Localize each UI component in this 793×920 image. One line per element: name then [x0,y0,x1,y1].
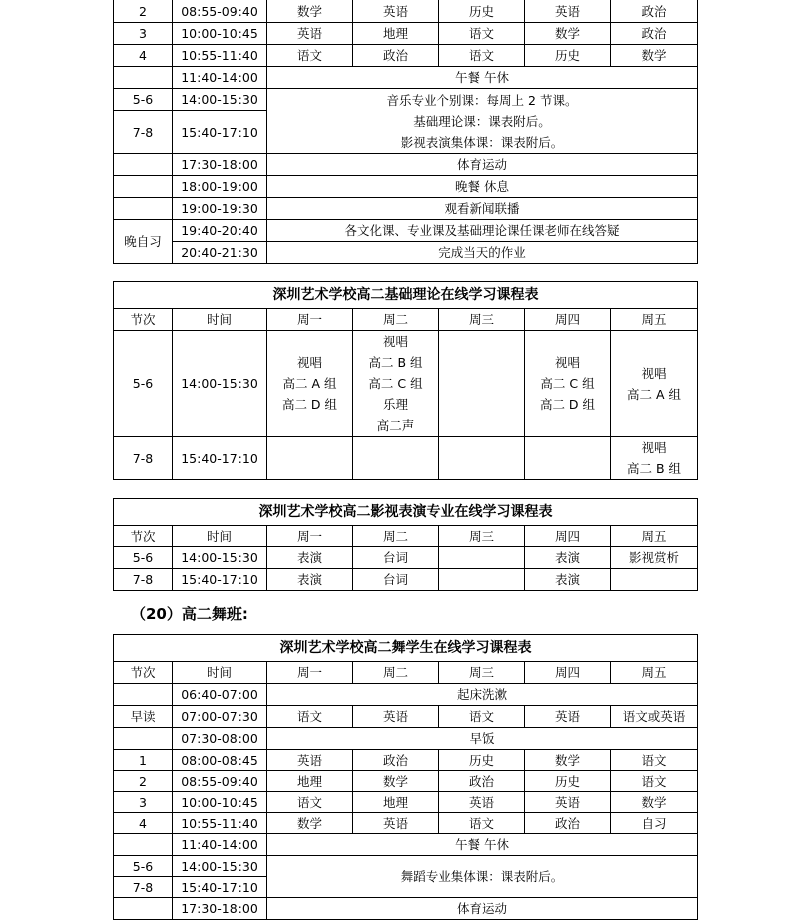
header-cell: 周五 [611,309,698,331]
course-cell: 影视赏析 [611,547,698,569]
dance-schedule-table [113,634,698,920]
header-cell: 周三 [439,662,525,684]
text-line: 高二 B 组 [626,461,682,476]
activity-cell: 早饭 [267,728,698,750]
course-cell: 语文 [439,23,525,45]
time-cell: 18:00-19:00 [173,176,267,198]
time-cell: 14:00-15:30 [173,331,267,437]
course-cell: 数学 [525,23,611,45]
time-cell: 17:30-18:00 [173,898,267,920]
period-cell: 5-6 [114,547,173,569]
acting-schedule-table [113,498,698,591]
period-cell: 7-8 [114,437,173,480]
morning-reading-row [114,706,698,728]
course-cell [267,331,353,437]
time-cell: 08:55-09:40 [173,0,267,23]
header-cell: 周四 [525,662,611,684]
period-cell [114,898,173,920]
activity-cell: 各文化课、专业课及基础理论课任课老师在线答疑 [267,220,698,242]
course-cell: 地理 [353,23,439,45]
course-cell: 英语 [267,750,353,771]
header-cell: 周三 [439,526,525,547]
course-cell [267,437,353,480]
period-cell: 3 [114,792,173,813]
header-row [114,526,698,547]
table-title: 深圳艺术学校高二影视表演专业在线学习课程表 [114,499,698,526]
time-cell: 06:40-07:00 [173,684,267,706]
course-cell: 政治 [525,813,611,834]
wake-row [114,684,698,706]
text-line: 高二 D 组 [539,397,596,412]
header-cell: 周二 [353,309,439,331]
course-cell [353,437,439,480]
course-cell: 数学 [611,792,698,813]
course-cell [611,437,698,480]
time-cell: 19:00-19:30 [173,198,267,220]
time-cell: 10:55-11:40 [173,45,267,67]
afternoon-activity-cell [267,89,698,154]
sport-row [114,154,698,176]
time-cell: 15:40-17:10 [173,111,267,154]
sport-row [114,898,698,920]
course-cell: 语文 [267,792,353,813]
activity-cell: 起床洗漱 [267,684,698,706]
course-cell: 数学 [611,45,698,67]
course-cell: 历史 [439,750,525,771]
time-cell: 15:40-17:10 [173,569,267,591]
text-line: 高二声 [376,418,415,433]
period-cell: 2 [114,771,173,792]
header-cell: 节次 [114,526,173,547]
course-cell: 历史 [525,771,611,792]
period-cell: 早读 [114,706,173,728]
period-cell: 7-8 [114,569,173,591]
header-cell: 周一 [267,662,353,684]
period-cell [114,176,173,198]
time-cell: 14:00-15:30 [173,547,267,569]
text-line: 高二 B 组 [368,355,423,370]
header-cell: 周四 [525,526,611,547]
period-cell: 2 [114,0,173,23]
period-cell [114,154,173,176]
text-line: 高二 D 组 [281,397,338,412]
evening-row [114,242,698,264]
course-cell: 英语 [439,792,525,813]
text-line: 视唱 [554,355,580,370]
time-cell: 15:40-17:10 [173,437,267,480]
period-cell: 4 [114,45,173,67]
dinner-row [114,176,698,198]
course-cell: 英语 [353,0,439,23]
time-cell: 08:55-09:40 [173,771,267,792]
table-row [114,23,698,45]
activity-cell: 完成当天的作业 [267,242,698,264]
evening-row [114,220,698,242]
course-cell: 自习 [611,813,698,834]
header-cell: 时间 [173,662,267,684]
section-heading: （20）高二舞班: [131,605,248,623]
time-cell: 10:55-11:40 [173,813,267,834]
text-line: 影视表演集体课：课表附后。 [400,134,564,150]
text-line: 乐理 [382,397,408,412]
header-cell: 周四 [525,309,611,331]
course-cell [611,331,698,437]
music-class-schedule-table [113,0,698,264]
text-line: 视唱 [641,440,667,455]
course-cell: 表演 [525,569,611,591]
course-cell [525,331,611,437]
header-row [114,309,698,331]
table-row [114,331,698,437]
course-cell: 英语 [267,23,353,45]
time-cell: 08:00-08:45 [173,750,267,771]
table-row [114,547,698,569]
time-cell: 10:00-10:45 [173,792,267,813]
table-row [114,437,698,480]
course-cell: 政治 [353,45,439,67]
period-cell: 5-6 [114,89,173,111]
table-row [114,750,698,771]
period-cell: 4 [114,813,173,834]
afternoon-row [114,89,698,111]
course-cell: 语文 [611,771,698,792]
table-row [114,792,698,813]
time-cell: 19:40-20:40 [173,220,267,242]
lunch-row [114,834,698,856]
course-cell: 政治 [353,750,439,771]
period-cell: 7-8 [114,877,173,898]
period-cell: 3 [114,23,173,45]
time-cell: 11:40-14:00 [173,834,267,856]
text-line: 基础理论课：课表附后。 [413,113,551,129]
news-row [114,198,698,220]
course-cell: 政治 [439,771,525,792]
text-line: 高二 C 组 [540,376,595,391]
table-title: 深圳艺术学校高二舞学生在线学习课程表 [114,635,698,662]
period-cell [114,198,173,220]
period-cell: 1 [114,750,173,771]
course-cell: 数学 [525,750,611,771]
lunch-row [114,67,698,89]
course-cell: 语文 [439,45,525,67]
course-cell: 地理 [267,771,353,792]
course-cell: 历史 [439,0,525,23]
time-cell: 17:30-18:00 [173,154,267,176]
breakfast-row [114,728,698,750]
table-title-row [114,635,698,662]
period-cell: 晚自习 [114,220,173,264]
text-line: 高二 A 组 [282,376,337,391]
header-cell: 节次 [114,662,173,684]
course-cell: 政治 [611,23,698,45]
header-cell: 周一 [267,526,353,547]
course-cell: 数学 [267,0,353,23]
time-cell: 20:40-21:30 [173,242,267,264]
header-cell: 周二 [353,526,439,547]
course-cell [439,331,525,437]
time-cell: 07:00-07:30 [173,706,267,728]
course-cell: 英语 [525,792,611,813]
activity-cell: 体育运动 [267,154,698,176]
course-cell [611,569,698,591]
time-cell: 11:40-14:00 [173,67,267,89]
course-cell: 历史 [525,45,611,67]
course-cell [439,569,525,591]
header-cell: 节次 [114,309,173,331]
time-cell: 14:00-15:30 [173,89,267,111]
header-cell: 周一 [267,309,353,331]
text-line: 高二 A 组 [627,386,681,402]
time-cell: 10:00-10:45 [173,23,267,45]
activity-cell: 午餐 午休 [267,67,698,89]
table-row [114,45,698,67]
text-line: 高二 C 组 [368,376,423,391]
table-title-row [114,499,698,526]
course-cell: 英语 [353,813,439,834]
course-cell: 英语 [525,706,611,728]
course-cell: 数学 [267,813,353,834]
header-cell: 周二 [353,662,439,684]
table-row [114,813,698,834]
course-cell: 表演 [525,547,611,569]
course-cell: 语文或英语 [611,706,698,728]
header-row [114,662,698,684]
table-row [114,771,698,792]
activity-cell: 午餐 午休 [267,834,698,856]
course-cell [525,437,611,480]
course-cell [353,331,439,437]
period-cell [114,834,173,856]
table-row [114,0,698,23]
course-cell: 语文 [439,813,525,834]
activity-cell: 体育运动 [267,898,698,920]
time-cell: 14:00-15:30 [173,856,267,877]
period-cell: 7-8 [114,111,173,154]
period-cell: 5-6 [114,856,173,877]
text-line: 音乐专业个别课：每周上 2 节课。 [386,92,578,108]
course-cell: 语文 [439,706,525,728]
period-cell [114,67,173,89]
text-line: 视唱 [641,365,667,381]
course-cell: 语文 [267,45,353,67]
period-cell [114,728,173,750]
table-title: 深圳艺术学校高二基础理论在线学习课程表 [114,282,698,309]
activity-cell: 观看新闻联播 [267,198,698,220]
time-cell: 15:40-17:10 [173,877,267,898]
table-row [114,569,698,591]
header-cell: 周五 [611,526,698,547]
course-cell: 数学 [353,771,439,792]
course-cell: 英语 [353,706,439,728]
course-cell: 表演 [267,569,353,591]
course-cell: 地理 [353,792,439,813]
course-cell: 表演 [267,547,353,569]
time-cell: 07:30-08:00 [173,728,267,750]
header-cell: 时间 [173,309,267,331]
header-cell: 周五 [611,662,698,684]
header-cell: 时间 [173,526,267,547]
afternoon-row [114,856,698,877]
theory-schedule-table [113,281,698,480]
header-cell: 周三 [439,309,525,331]
period-cell: 5-6 [114,331,173,437]
course-cell: 语文 [611,750,698,771]
text-line: 视唱 [382,334,408,349]
afternoon-activity-cell: 舞蹈专业集体课：课表附后。 [267,856,698,898]
course-cell [439,547,525,569]
course-cell: 英语 [525,0,611,23]
course-cell: 政治 [611,0,698,23]
period-cell [114,684,173,706]
course-cell [439,437,525,480]
text-line: 视唱 [296,355,322,370]
course-cell: 台词 [353,569,439,591]
course-cell: 台词 [353,547,439,569]
activity-cell: 晚餐 休息 [267,176,698,198]
table-title-row [114,282,698,309]
course-cell: 语文 [267,706,353,728]
